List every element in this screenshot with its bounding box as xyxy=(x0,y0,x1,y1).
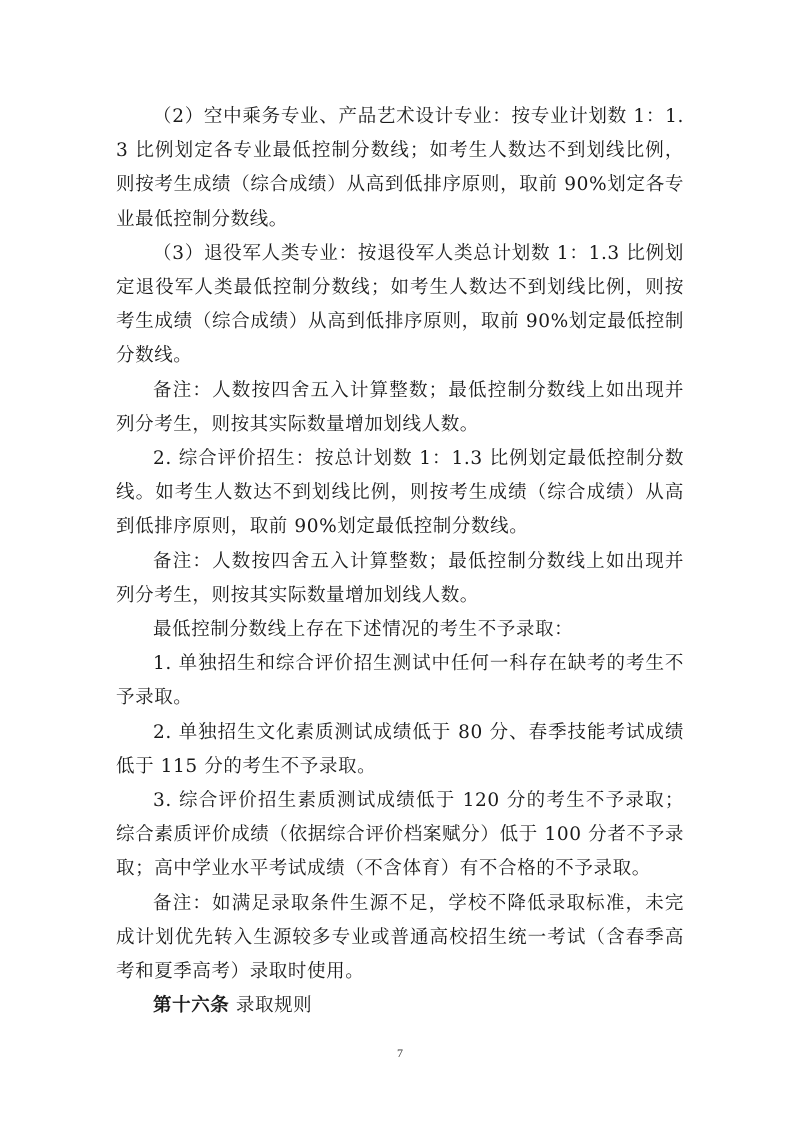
paragraph-exclusion-absent: 1. 单独招生和综合评价招生测试中任何一科存在缺考的考生不予录取。 xyxy=(116,653,684,709)
paragraph-exclusion-intro: 最低控制分数线上存在下述情况的考生不予录取： xyxy=(153,619,574,641)
paragraph-veteran-rule: （3）退役军人类专业：按退役军人类总计划数 1：1.3 比例划定退役军人类最低控制分数线；如考生人数达不到划线比例，则按考生成绩（综合成绩）从高到低排序原则，取前 90%划定最低控制分数线。 xyxy=(116,242,684,367)
document-body xyxy=(116,100,684,1023)
paragraph-note-insufficient: 备注：如满足录取条件生源不足，学校不降低录取标准，未完成计划优先转入生源较多专业或普通高校招生统一考试（含春季高考和夏季高考）录取时使用。 xyxy=(116,892,684,983)
paragraph-comprehensive-evaluation: 2. 综合评价招生：按总计划数 1：1.3 比例划定最低控制分数线。如考生人数达不到划线比例，则按考生成绩（综合成绩）从高到低排序原则，取前 90%划定最低控制分数线。 xyxy=(116,448,684,538)
paragraph-note-rounding-2: 备注：人数按四舍五入计算整数；最低控制分数线上如出现并列分考生，则按其实际数量增加划线人数。 xyxy=(116,550,684,606)
paragraph-note-rounding-1: 备注：人数按四舍五入计算整数；最低控制分数线上如出现并列分考生，则按其实际数量增加划线人数。 xyxy=(116,379,684,435)
paragraph-exclusion-comprehensive: 3. 综合评价招生素质测试成绩低于 120 分的考生不予录取；综合素质评价成绩（依据综合评价档案赋分）低于 100 分者不予录取；高中学业水平考试成绩（不含体育）有不合格的不予录取。 xyxy=(116,790,684,880)
page-number: 7 xyxy=(397,1046,403,1060)
article-heading xyxy=(116,989,684,1023)
paragraph-flight-attendant-rule: （2）空中乘务专业、产品艺术设计专业：按专业计划数 1：1.3 比例划定各专业最低控制分数线；如考生人数达不到划线比例，则按考生成绩（综合成绩）从高到低排序原则，取前 90%划定各专业最低控制分数线。 xyxy=(116,106,684,230)
article-title: 录取规则 xyxy=(229,995,313,1017)
article-number: 第十六条 xyxy=(153,995,230,1017)
paragraph-exclusion-low-score: 2. 单独招生文化素质测试成绩低于 80 分、春季技能考试成绩低于 115 分的考生不予录取。 xyxy=(116,721,684,777)
